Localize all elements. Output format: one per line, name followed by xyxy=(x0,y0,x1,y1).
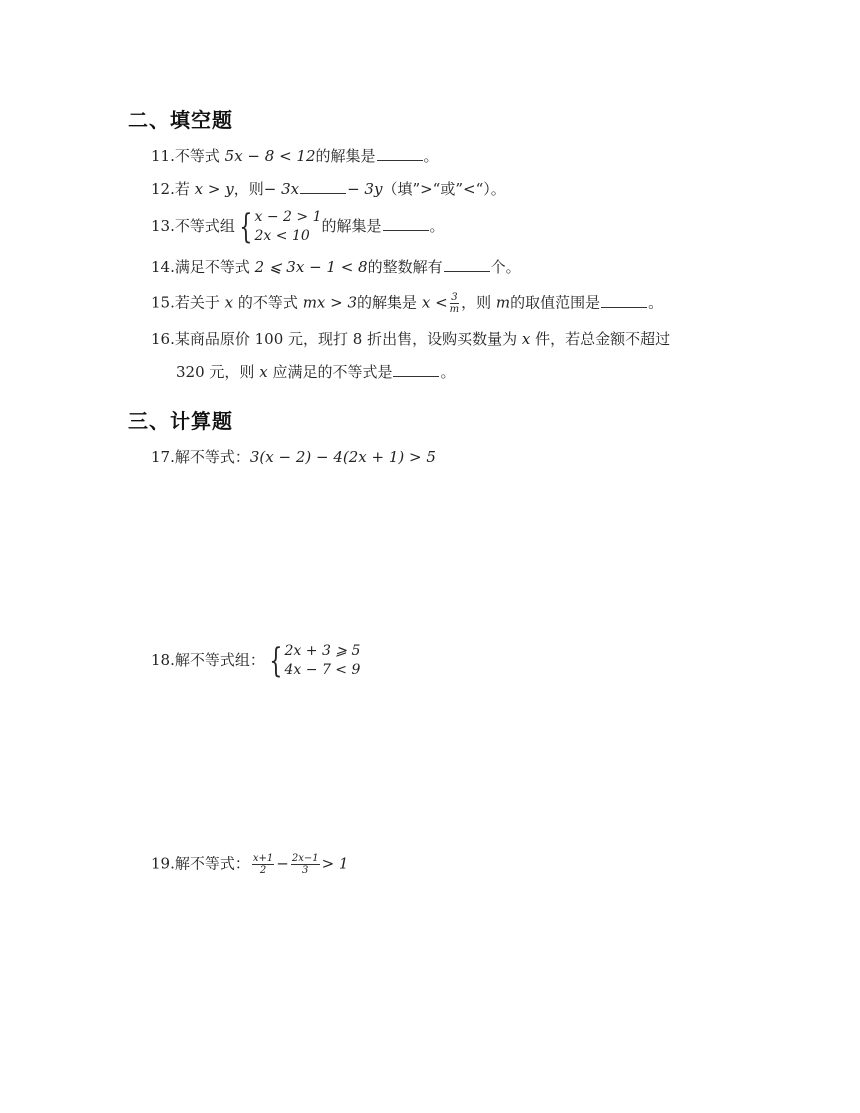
question-14 xyxy=(151,257,521,277)
fraction-denominator: 2 xyxy=(259,865,267,876)
question-18 xyxy=(151,642,360,680)
brace-symbol: { xyxy=(269,641,283,681)
question-12 xyxy=(151,179,506,199)
answer-blank[interactable] xyxy=(300,179,346,194)
question-number: 15. xyxy=(151,293,175,312)
question-text: 件，若总金额不超过 xyxy=(535,330,671,348)
answer-space-17[interactable] xyxy=(176,472,736,632)
math-expression: 5x − 8 < 12 xyxy=(224,147,316,165)
question-text: 应满足的不等式是 xyxy=(272,363,393,381)
question-text: 的不等式 xyxy=(237,293,298,312)
question-end: 。 xyxy=(440,363,456,381)
math-expression: − 3y xyxy=(347,180,383,198)
question-number: 12. xyxy=(151,180,175,198)
question-text: 的解集是 xyxy=(357,293,418,312)
question-text: 某商品原价 100 元，现打 8 折出售，设购买数量为 xyxy=(174,330,518,348)
math-variable: x xyxy=(521,330,531,348)
question-text: 解不等式： xyxy=(174,854,250,873)
fraction xyxy=(450,292,459,315)
question-number: 16. xyxy=(151,330,175,348)
answer-blank[interactable] xyxy=(377,146,423,161)
answer-blank[interactable] xyxy=(383,216,429,231)
question-text: 的解集是 xyxy=(315,147,376,165)
math-expression: x < xyxy=(421,293,448,312)
system-line: 2x + 3 ⩾ 5 xyxy=(284,643,361,659)
question-text: 解不等式： xyxy=(174,448,250,466)
question-number: 18. xyxy=(151,651,175,669)
question-number: 14. xyxy=(151,258,175,276)
math-operator: − xyxy=(276,854,289,873)
question-number: 19. xyxy=(151,854,175,873)
question-text: 若 xyxy=(174,180,190,198)
question-number: 11. xyxy=(151,147,175,165)
question-17 xyxy=(151,447,436,467)
fraction-numerator: x+1 xyxy=(252,853,274,864)
question-text: 的整数解有 xyxy=(367,258,443,276)
fraction-numerator: 3 xyxy=(451,292,458,303)
question-text: 满足不等式 xyxy=(174,258,250,276)
brace-symbol: { xyxy=(239,207,253,247)
question-15 xyxy=(151,292,663,315)
question-13 xyxy=(151,208,445,246)
question-text: 的解集是 xyxy=(321,217,382,235)
math-expression: 3(x − 2) − 4(2x + 1) > 5 xyxy=(249,448,436,466)
question-16 xyxy=(151,329,670,349)
question-19 xyxy=(151,853,348,876)
math-variable: x xyxy=(224,293,234,312)
question-end: 。 xyxy=(648,293,664,312)
math-variable: m xyxy=(495,293,511,312)
system-line: 2x < 10 xyxy=(254,228,310,244)
answer-space-19[interactable] xyxy=(176,890,736,1070)
math-expression: 3x xyxy=(281,180,300,198)
inequality-system xyxy=(265,642,361,680)
question-text: ，则− xyxy=(233,180,277,198)
fraction xyxy=(291,853,320,876)
question-11 xyxy=(151,146,439,166)
fraction-numerator: 2x−1 xyxy=(291,853,319,864)
question-end: 。 xyxy=(423,147,439,165)
question-text: 不等式组 xyxy=(174,217,235,235)
question-number: 17. xyxy=(151,448,175,466)
math-expression: x > y xyxy=(194,180,234,198)
question-text: 解不等式组： xyxy=(174,651,265,669)
answer-space-18[interactable] xyxy=(176,690,736,840)
fraction-denominator: 3 xyxy=(302,865,309,876)
question-text: 不等式 xyxy=(174,147,220,165)
question-end: 个。 xyxy=(490,258,521,276)
question-16-line-2 xyxy=(176,362,455,382)
section-title-fill-in: 二、填空题 xyxy=(128,108,233,132)
math-expression: 2 ⩽ 3x − 1 < 8 xyxy=(254,258,368,276)
math-expression: > 1 xyxy=(321,854,349,873)
question-note: （填”>“或”<“）。 xyxy=(382,180,506,198)
question-end: 。 xyxy=(429,217,445,235)
answer-blank[interactable] xyxy=(393,362,439,377)
question-text: 的取值范围是 xyxy=(510,293,601,312)
system-line: 4x − 7 < 9 xyxy=(284,662,361,678)
fraction-denominator: m xyxy=(449,304,460,315)
math-expression: mx > 3 xyxy=(302,293,358,312)
fraction xyxy=(252,853,274,876)
section-title-calculation: 三、计算题 xyxy=(128,409,233,433)
question-text: 320 元，则 xyxy=(176,363,255,381)
answer-blank[interactable] xyxy=(444,257,490,272)
answer-blank[interactable] xyxy=(601,293,647,308)
system-line: x − 2 > 1 xyxy=(254,209,322,225)
math-variable: x xyxy=(259,363,268,381)
question-text: ，则 xyxy=(461,293,492,312)
question-text: 若关于 xyxy=(174,293,220,312)
inequality-system xyxy=(235,208,322,246)
question-number: 13. xyxy=(151,217,175,235)
